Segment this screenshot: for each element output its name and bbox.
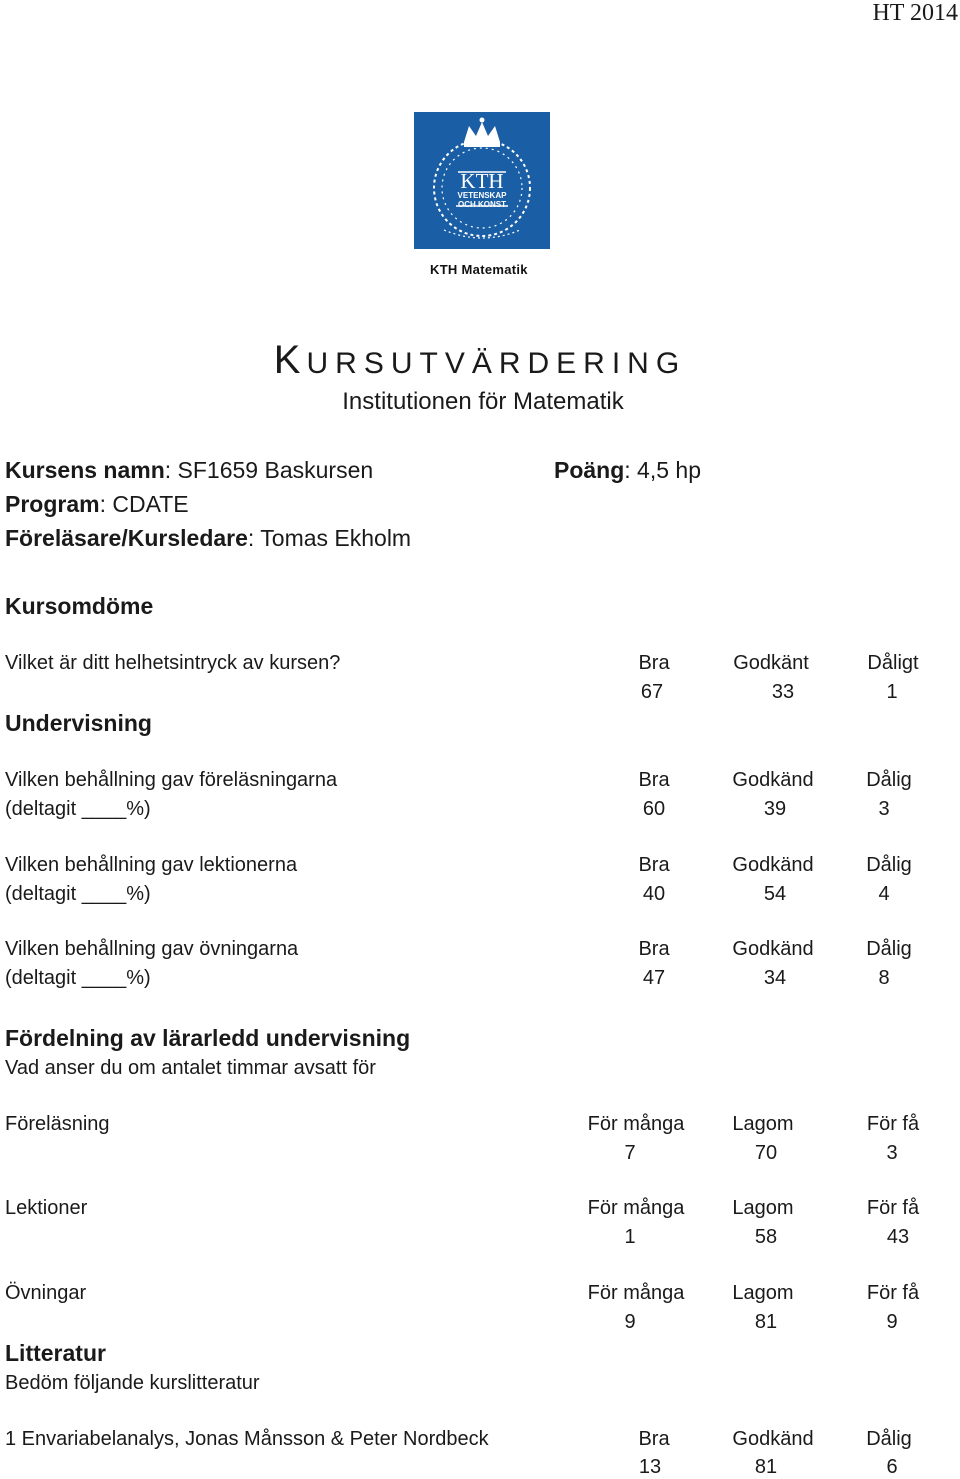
participation-note: (deltagit ____%) bbox=[5, 798, 151, 820]
course-points-value: : 4,5 hp bbox=[624, 457, 702, 483]
option-label: Lagom bbox=[732, 1197, 794, 1219]
option-value: 4 bbox=[878, 883, 890, 905]
option-label: För många bbox=[587, 1197, 685, 1219]
option-value: 1 bbox=[886, 681, 898, 703]
term-label: HT 2014 bbox=[872, 0, 958, 26]
page-subtitle: Institutionen för Matematik bbox=[342, 388, 624, 415]
page-title bbox=[0, 338, 960, 383]
option-label: Bra bbox=[638, 652, 670, 674]
course-name-label: Kursens namn bbox=[5, 457, 165, 483]
course-program-value: : CDATE bbox=[99, 491, 189, 517]
logo-caption: KTH Matematik bbox=[430, 262, 528, 277]
option-value: 81 bbox=[754, 1311, 778, 1333]
section-heading-litteratur: Litteratur bbox=[5, 1340, 106, 1366]
course-name bbox=[5, 456, 373, 484]
option-value: 1 bbox=[624, 1226, 636, 1248]
course-lecturer-value: : Tomas Ekholm bbox=[247, 525, 412, 551]
option-value: 43 bbox=[886, 1226, 910, 1248]
course-lecturer-label: Föreläsare/Kursledare bbox=[5, 525, 248, 551]
title-rest: URSUTVÄRDERING bbox=[306, 347, 687, 380]
option-label: Godkänd bbox=[732, 1428, 814, 1450]
course-points-label: Poäng bbox=[554, 457, 625, 483]
option-value: 67 bbox=[640, 681, 664, 703]
option-label: Godkänd bbox=[732, 938, 814, 960]
option-value: 33 bbox=[771, 681, 795, 703]
option-label: Bra bbox=[638, 854, 670, 876]
option-value: 8 bbox=[878, 967, 890, 989]
course-points bbox=[554, 456, 701, 484]
section-heading-fordelning: Fördelning av lärarledd undervisning bbox=[5, 1025, 411, 1051]
row-label-lektioner: Lektioner bbox=[5, 1197, 88, 1219]
option-value: 3 bbox=[878, 798, 890, 820]
option-label: Dåligt bbox=[867, 652, 919, 674]
option-value: 3 bbox=[886, 1142, 898, 1164]
question-overall: Vilket är ditt helhetsintryck av kursen? bbox=[5, 652, 341, 674]
option-value: 40 bbox=[642, 883, 666, 905]
section-heading-undervisning: Undervisning bbox=[5, 710, 152, 736]
course-name-value: : SF1659 Baskursen bbox=[164, 457, 374, 483]
option-value: 70 bbox=[754, 1142, 778, 1164]
option-label: Lagom bbox=[732, 1282, 794, 1304]
section-heading-kursomdome: Kursomdöme bbox=[5, 593, 154, 619]
question-exercises: Vilken behållning gav övningarna bbox=[5, 938, 299, 960]
title-first-letter: K bbox=[273, 338, 307, 382]
option-label: Bra bbox=[638, 769, 670, 791]
option-value: 34 bbox=[763, 967, 787, 989]
option-value: 13 bbox=[638, 1456, 662, 1478]
option-label: För få bbox=[866, 1113, 920, 1135]
option-value: 7 bbox=[624, 1142, 636, 1164]
course-program bbox=[5, 490, 189, 518]
option-label: Godkänd bbox=[732, 854, 814, 876]
question-lectures: Vilken behållning gav föreläsningarna bbox=[5, 769, 338, 791]
option-value: 47 bbox=[642, 967, 666, 989]
option-label: För många bbox=[587, 1282, 685, 1304]
option-value: 81 bbox=[754, 1456, 778, 1478]
logo-letters: KTH bbox=[460, 169, 504, 193]
option-label: Dålig bbox=[866, 938, 912, 960]
course-lecturer bbox=[5, 524, 411, 552]
row-label-ovningar: Övningar bbox=[5, 1282, 87, 1304]
kth-logo bbox=[414, 112, 550, 249]
course-program-label: Program bbox=[5, 491, 100, 517]
participation-note: (deltagit ____%) bbox=[5, 967, 151, 989]
option-label: Godkänd bbox=[732, 769, 814, 791]
option-label: Bra bbox=[638, 938, 670, 960]
option-value: 54 bbox=[763, 883, 787, 905]
participation-note: (deltagit ____%) bbox=[5, 883, 151, 905]
option-label: Lagom bbox=[732, 1113, 794, 1135]
logo-line2: OCH KONST bbox=[458, 200, 506, 209]
option-label: Dålig bbox=[866, 769, 912, 791]
section-subheading-litteratur: Bedöm följande kurslitteratur bbox=[5, 1372, 260, 1394]
kth-seal-icon bbox=[414, 112, 550, 249]
option-label: Dålig bbox=[866, 854, 912, 876]
option-value: 58 bbox=[754, 1226, 778, 1248]
option-value: 39 bbox=[763, 798, 787, 820]
option-value: 6 bbox=[886, 1456, 898, 1478]
logo-line1: VETENSKAP bbox=[457, 191, 507, 200]
option-value: 9 bbox=[886, 1311, 898, 1333]
literature-item: 1 Envariabelanalys, Jonas Månsson & Peter Nordbeck bbox=[5, 1428, 489, 1450]
section-subheading-fordelning: Vad anser du om antalet timmar avsatt för bbox=[5, 1057, 376, 1079]
option-value: 9 bbox=[624, 1311, 636, 1333]
option-label: För få bbox=[866, 1197, 920, 1219]
option-label: För många bbox=[587, 1113, 685, 1135]
option-label: Godkänt bbox=[733, 652, 809, 674]
option-label: För få bbox=[866, 1282, 920, 1304]
question-lessons: Vilken behållning gav lektionerna bbox=[5, 854, 298, 876]
option-value: 60 bbox=[642, 798, 666, 820]
option-label: Bra bbox=[638, 1428, 670, 1450]
row-label-forelasning: Föreläsning bbox=[5, 1113, 110, 1135]
option-label: Dålig bbox=[866, 1428, 912, 1450]
